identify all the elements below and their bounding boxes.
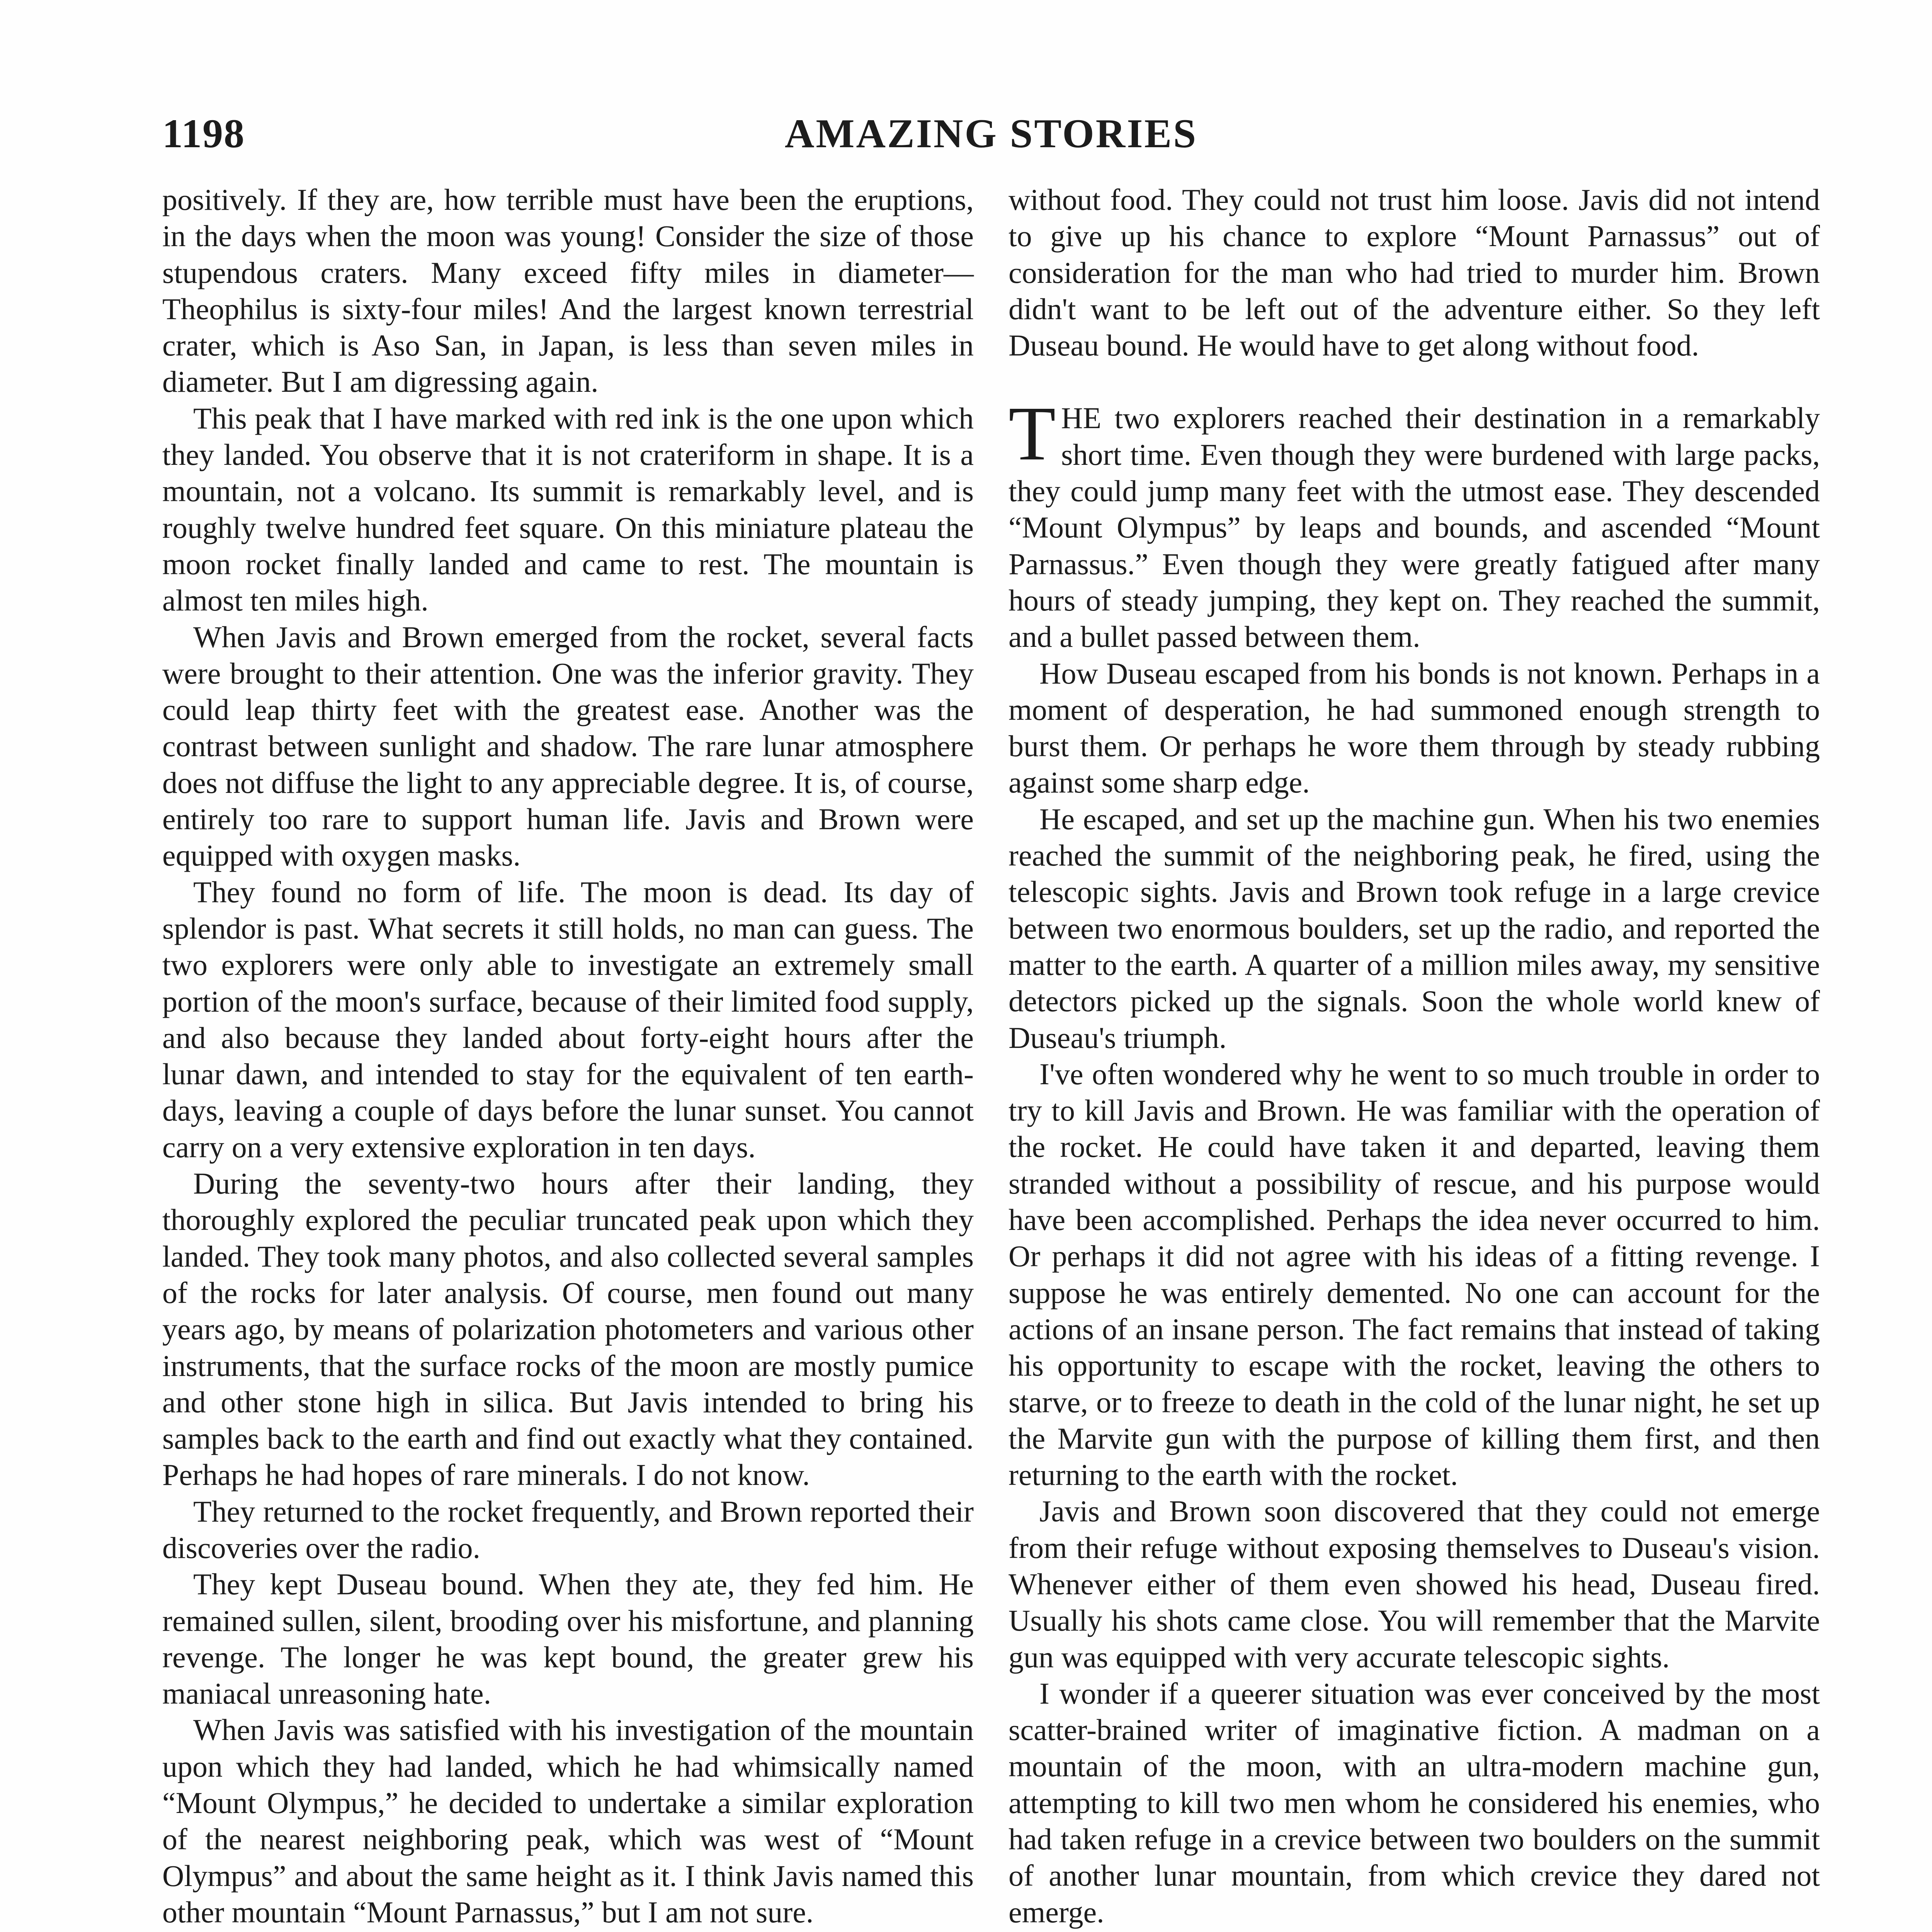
paragraph: positively. If they are, how terrible must have been the eruptions, in the days when the moon was young! Consider the size of those stupendous craters. Many exceed fifty miles in diameter—Theophilus is sixty-four miles! And the largest known terrestrial crater, which is Aso San, in Japan, is less than seven miles in diameter. But I am digressing again. [162, 183, 974, 399]
paragraph: They kept Duseau bound. When they ate, they fed him. He remained sullen, silent, brooding over his misfortune, and planning revenge. The longer he was kept bound, the greater grew his maniacal unreasoning hate. [162, 1567, 974, 1711]
paragraph: I've often wondered why he went to so much trouble in order to try to kill Javis and Brown. He was familiar with the operation of the rocket. He could have taken it and departed, leaving them stranded without a possibility of rescue, and his purpose would have been accomplished. Perhaps the idea never occurred to him. Or perhaps it did not agree with his ideas of a fitting revenge. I suppose he was entirely demented. No one can account for the actions of an insane person. The fact remains that instead of taking his opportunity to escape with the rocket, leaving the others to starve, or to freeze to death in the cold of the lunar night, he set up the Marvite gun with the purpose of killing them first, and then returning to the earth with the rocket. [1009, 1057, 1820, 1492]
paragraph [162, 1930, 974, 1932]
paragraph: During the seventy-two hours after their landing, they thoroughly explored the peculiar truncated peak upon which they landed. They took many photos, and also collected several samples of the rocks for later analysis. Of course, men found out many years ago, by means of polarization photometers and various other instruments, that the surface rocks of the moon are mostly pumice and other stone high in silica. But Javis intended to bring his samples back to the earth and find out exactly what they contained. Perhaps he had hopes of rare minerals. I do not know. [162, 1167, 974, 1492]
paragraph: They returned to the rocket frequently, and Brown reported their discoveries over the radio. [162, 1494, 974, 1565]
left-column [162, 182, 974, 1932]
page-number: 1198 [162, 111, 245, 156]
paragraph: This peak that I have marked with red ink is the one upon which they landed. You observe that it is not crateriform in shape. It is a mountain, not a volcano. Its summit is remarkably level, and is roughly twelve hundred feet square. On this miniature plateau the moon rocket finally landed and came to rest. The mountain is almost ten miles high. [162, 401, 974, 617]
drop-cap: T [1009, 391, 1056, 477]
paragraph: without food. They could not trust him loose. Javis did not intend to give up his chance to explore “Mount Parnassus” out of consideration for the man who had tried to murder him. Brown didn't want to be left out of the adventure either. So they left Duseau bound. He would have to get along without food. [1009, 183, 1820, 362]
paragraph: How Duseau escaped from his bonds is not known. Perhaps in a moment of desperation, he had summoned enough strength to burst them. Or perhaps he wore them through by steady rubbing against some sharp edge. [1009, 656, 1820, 799]
paragraph: When Javis was satisfied with his investigation of the mountain upon which they had landed, which he had whimsically named “Mount Olympus,” he decided to undertake a similar exploration of the nearest neighboring peak, which was west of “Mount Olympus” and about the same height as it. I think Javis named this other mountain “Mount Parnassus,” but I am not sure. [162, 1713, 974, 1929]
section-opening-paragraph [1009, 391, 1820, 655]
paragraph: He escaped, and set up the machine gun. When his two enemies reached the summit of the neighboring peak, he fired, using the telescopic sights. Javis and Brown took refuge in a large crevice between two enormous boulders, set up the radio, and reported the matter to the earth. A quarter of a million miles away, my sensitive detectors picked up the signals. Soon the whole world knew of Duseau's triumph. [1009, 802, 1820, 1054]
paragraph: I wonder if a queerer situation was ever conceived by the most scatter-brained writer of imaginative fiction. A madman on a mountain of the moon, with an ultra-modern machine gun, attempting to kill two men whom he considered his enemies, who had taken refuge in a crevice between two boulders on the summit of another lunar mountain, from which crevice they dared not emerge. [1009, 1676, 1820, 1929]
section-opening-text: HE two explorers reached their destination in a remarkably short time. Even though they were burdened with large packs, they could jump many feet with the utmost ease. They descended “Mount Olympus” by leaps and bounds, and ascended “Mount Parnassus.” Even though they were greatly fatigued after many hours of steady jumping, they kept on. They reached the summit, and a bullet passed between them. [1009, 401, 1820, 654]
paragraph: They found no form of life. The moon is dead. Its day of splendor is past. What secrets it still holds, no man can guess. The two explorers were only able to investigate an extremely small portion of the moon's surface, because of their limited food supply, and also because they landed about forty-eight hours after the lunar dawn, and intended to stay for the equivalent of ten earth-days, leaving a couple of days before the lunar sunset. You cannot carry on a very extensive exploration in ten days. [162, 875, 974, 1164]
magazine-title: AMAZING STORIES [784, 111, 1198, 156]
right-column [1009, 182, 1820, 1932]
paragraph: When Javis and Brown emerged from the rocket, several facts were brought to their attention. One was the inferior gravity. They could leap thirty feet with the greatest ease. Another was the contrast between sunlight and shadow. The rare lunar atmosphere does not diffuse the light to any appreciable degree. It is, of course, entirely too rare to support human life. Javis and Brown were equipped with oxygen masks. [162, 620, 974, 872]
paragraph: Javis and Brown soon discovered that they could not emerge from their refuge without exposing themselves to Duseau's vision. Whenever either of them even showed his head, Duseau fired. Usually his shots came close. You will remember that the Marvite gun was equipped with very accurate telescopic sights. [1009, 1494, 1820, 1674]
page-header [162, 110, 1820, 164]
paragraph [1009, 1930, 1820, 1932]
